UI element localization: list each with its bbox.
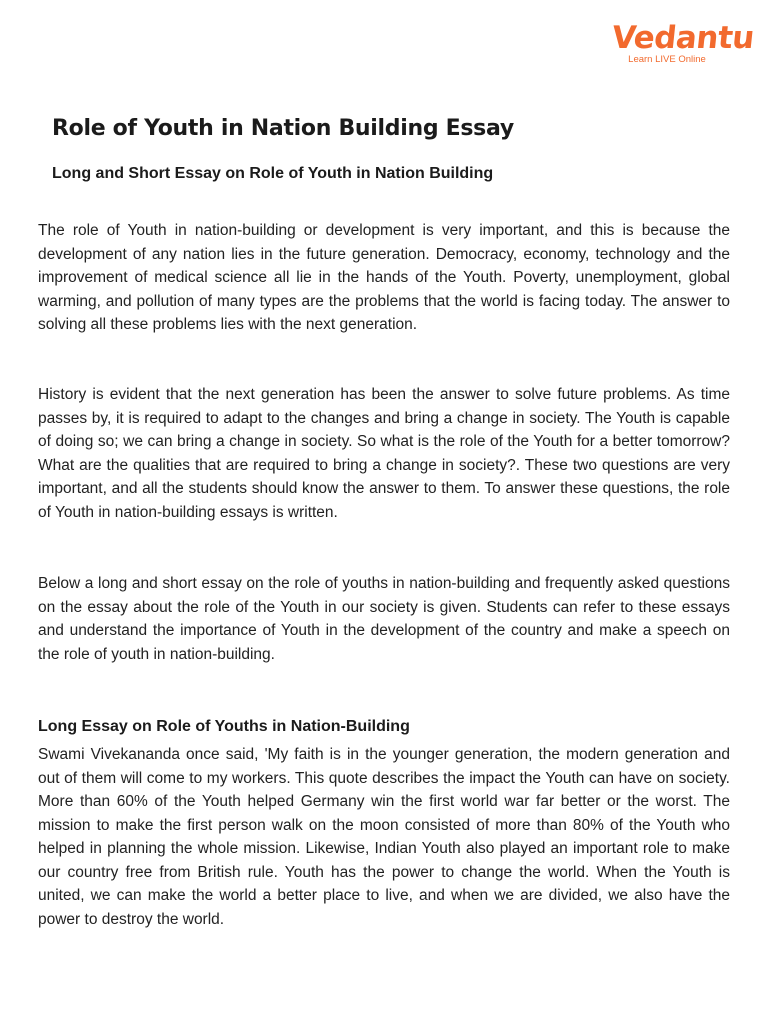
vedantu-logo <box>610 20 756 66</box>
intro-paragraph-3: Below a long and short essay on the role of youths in nation-building and frequently asked questions on the essay about the role of the Youth in our society is given. Students can refer to these essays and understand the importance of Youth in the development of the country and make a speech on the role of youth in nation-building. <box>38 575 730 663</box>
intro-paragraph-2: History is evident that the next generation has been the answer to solve future problems. As time passes by, it is required to adapt to the changes and bring a change in society. The Youth is capable of doing so; we can bring a change in society. So what is the role of the Youth for a better tomorrow? What are the qualities that are required to bring a change in society?. These two questions are very important, and all the students should know the answer to them. To answer these questions, the role of Youth in nation-building essays is written. <box>38 386 730 521</box>
page-title: Role of Youth in Nation Building Essay <box>52 116 514 141</box>
logo-wordmark: Vedantu <box>610 20 756 56</box>
logo-tagline: Learn LIVE Online <box>628 54 706 65</box>
page-subtitle: Long and Short Essay on Role of Youth in Nation Building <box>52 165 494 182</box>
long-essay-heading: Long Essay on Role of Youths in Nation-Building <box>38 718 410 735</box>
long-essay-body: Swami Vivekananda once said, 'My faith is in the younger generation, the modern generation and out of them will come to my workers. This quote describes the impact the Youth can have on society. More than 60% of the Youth helped Germany win the first world war far better or the worst. The mission to make the first person walk on the moon consisted of more than 80% of the Youth who helped in planning the whole mission. Likewise, Indian Youth also played an important role to make our country free from British rule. Youth has the power to change the world. When the Youth is united, we can make the world a better place to live, and when we are divided, we also have the power to destroy the world. <box>38 746 730 928</box>
intro-paragraph-1: The role of Youth in nation-building or development is very important, and this is because the development of any nation lies in the future generation. Democracy, economy, technology and the improvement of medical science all lie in the hands of the Youth. Poverty, unemployment, global warming, and pollution of many types are the problems that the world is facing today. The answer to solving all these problems lies with the next generation. <box>38 222 730 333</box>
